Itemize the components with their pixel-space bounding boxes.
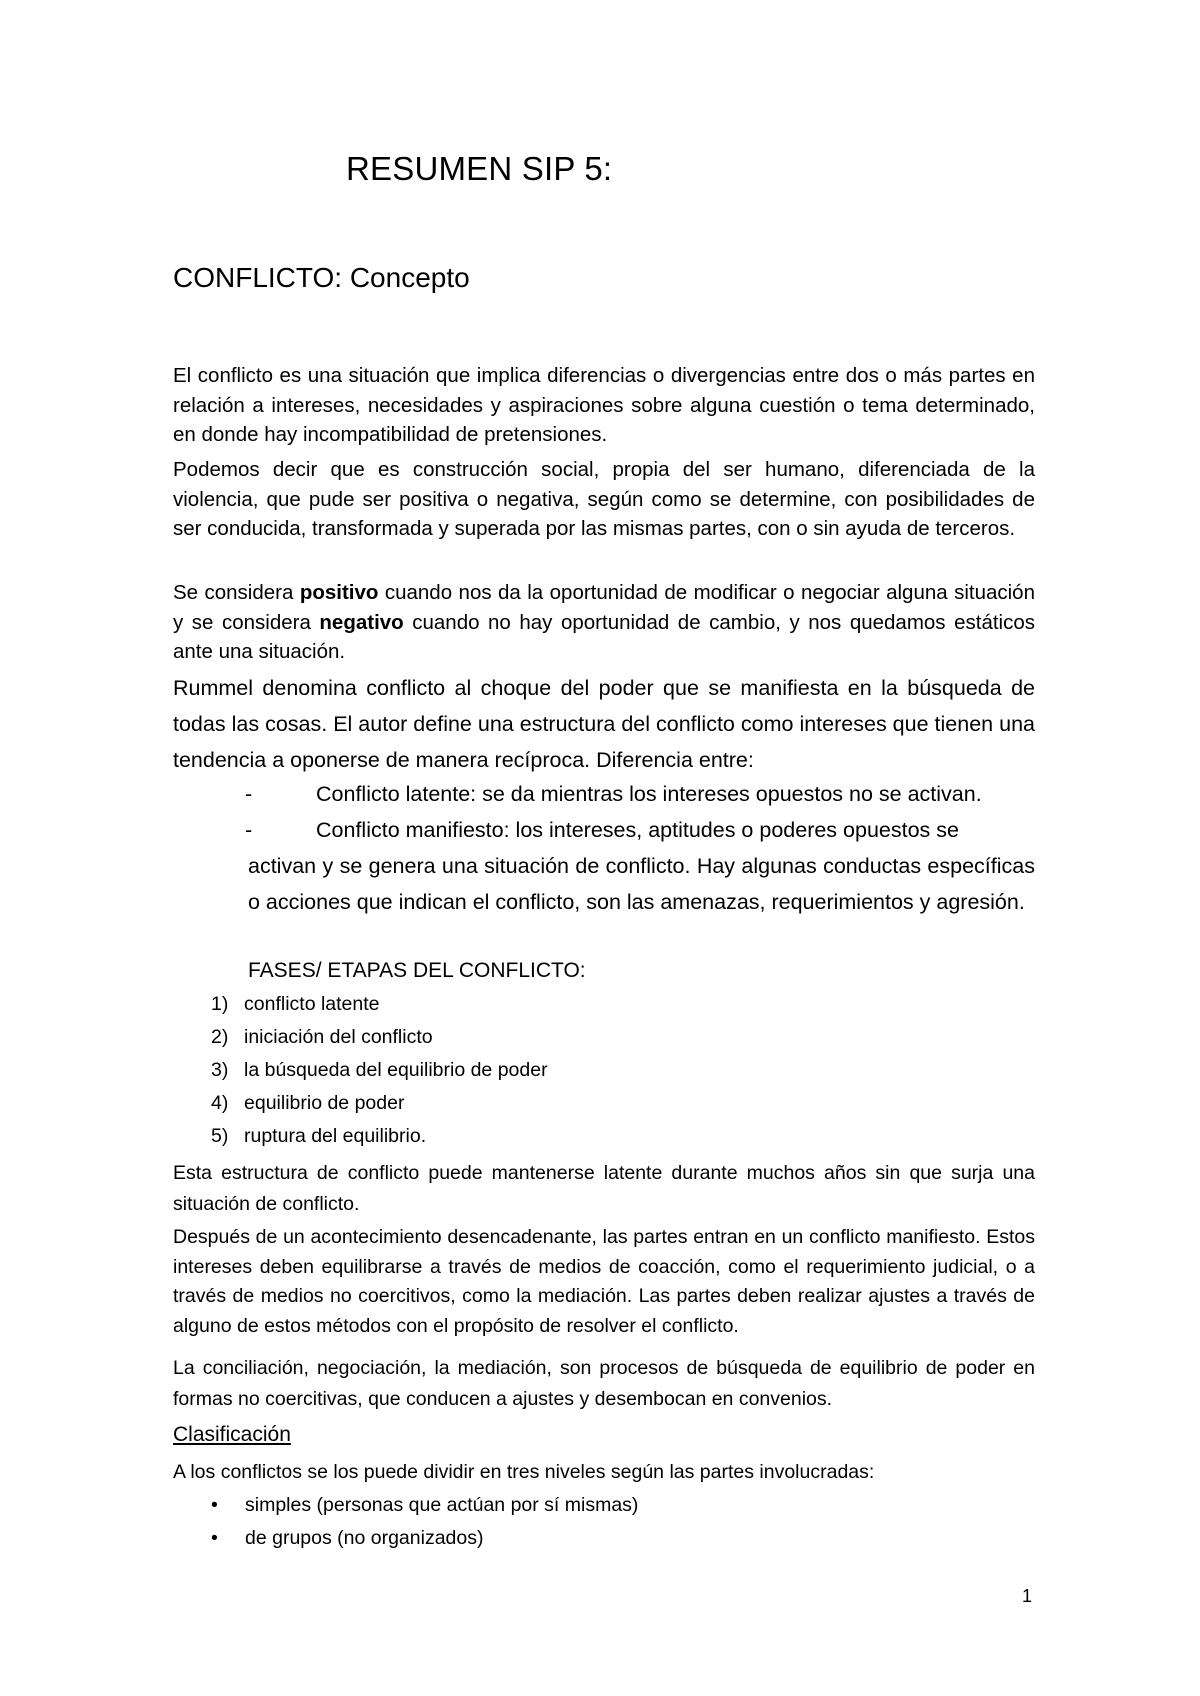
paragraph-estructura-latente: Esta estructura de conflicto puede mantenerse latente durante muchos años sin que surja una situación de conflicto.	[173, 1162, 1035, 1215]
bullet-item	[211, 1524, 484, 1552]
phase-item	[211, 1089, 404, 1117]
phases-heading: FASES/ ETAPAS DEL CONFLICTO:	[248, 959, 586, 982]
bold-positivo: positivo	[299, 581, 379, 604]
phase-text: equilibrio de poder	[244, 1092, 405, 1114]
bold-negativo: negativo	[319, 610, 404, 634]
list-item-conflicto-latente	[245, 776, 1035, 812]
phase-text: la búsqueda del equilibrio de poder	[244, 1059, 548, 1081]
bullet-marker: •	[211, 1494, 218, 1516]
paragraph-definicion: El conflicto es una situación que implica diferencias o divergencias entre dos o más partes en relación a intereses, necesidades y aspiraciones sobre alguna cuestión o tema determinado, en donde hay incompatibilidad de pretensiones.	[173, 364, 1035, 446]
paragraph-rummel: Rummel denomina conflicto al choque del poder que se manifiesta en la búsqueda de todas las cosas. El autor define una estructura del conflicto como intereses que tienen una tendencia a oponerse de manera recíproca. Diferencia entre:	[173, 676, 1035, 772]
list-item-text: Conflicto latente: se da mientras los intereses opuestos no se activan.	[316, 782, 982, 806]
phase-item	[211, 990, 380, 1018]
phase-number: 5)	[211, 1125, 229, 1147]
list-item-conflicto-manifiesto	[245, 812, 1035, 848]
text-fragment: cuando no hay oportunidad de cambio, y nos quedamos estáticos ante una situación.	[173, 610, 1035, 663]
page-number: 1	[1022, 1586, 1033, 1606]
paragraph-conciliacion: La conciliación, negociación, la mediación, son procesos de búsqueda de equilibrio de poder en formas no coercitivas, que conducen a ajustes y desembocan en convenios.	[173, 1357, 1035, 1410]
section-heading-conflicto: CONFLICTO: Concepto	[173, 262, 470, 293]
dash-marker: -	[245, 818, 253, 842]
bullet-marker: •	[211, 1527, 218, 1549]
phase-number: 1)	[211, 993, 229, 1015]
paragraph-niveles: A los conflictos se los puede dividir en tres niveles según las partes involucradas:	[173, 1461, 875, 1483]
phase-number: 2)	[211, 1026, 229, 1048]
paragraph-positivo-negativo	[173, 578, 1035, 667]
phase-item	[211, 1122, 426, 1150]
bullet-text: de grupos (no organizados)	[245, 1527, 484, 1549]
phase-item	[211, 1056, 548, 1084]
bullet-text: simples (personas que actúan por sí mismas)	[245, 1494, 639, 1516]
phase-number: 3)	[211, 1059, 229, 1081]
phase-item	[211, 1023, 433, 1051]
paragraph-construccion-social: Podemos decir que es construcción social, propia del ser humano, diferenciada de la violencia, que pude ser positiva o negativa, según como se determine, con posibilidades de ser conducida, transformada y superada por las mismas partes, con o sin ayuda de terceros.	[173, 458, 1035, 540]
document-title: RESUMEN SIP 5:	[346, 150, 613, 187]
text-fragment: cuando nos da la oportunidad de modificar o negociar alguna situación y se considera	[173, 581, 1035, 634]
clasificacion-heading: Clasificación	[173, 1423, 291, 1446]
dash-marker: -	[245, 782, 253, 806]
bullet-item	[211, 1491, 638, 1519]
phase-text: iniciación del conflicto	[244, 1026, 433, 1048]
list-item-continuation: activan y se genera una situación de conflicto. Hay algunas conductas específicas o acciones que indican el conflicto, son las amenazas, requerimientos y agresión.	[248, 854, 1035, 914]
list-item-text: Conflicto manifiesto: los intereses, aptitudes o poderes opuestos se	[316, 818, 959, 842]
text-fragment: Se considera	[173, 581, 300, 604]
phase-text: ruptura del equilibrio.	[244, 1125, 427, 1147]
phase-number: 4)	[211, 1092, 229, 1114]
phase-text: conflicto latente	[244, 993, 380, 1015]
paragraph-acontecimiento: Después de un acontecimiento desencadenante, las partes entran en un conflicto manifiesto. Estos intereses deben equilibrarse a través de medios de coacción, como el requerimiento judicial, o a través de medios no coercitivos, como la mediación. Las partes deben realizar ajustes a través de alguno de estos métodos con el propósito de resolver el conflicto.	[173, 1226, 1035, 1337]
